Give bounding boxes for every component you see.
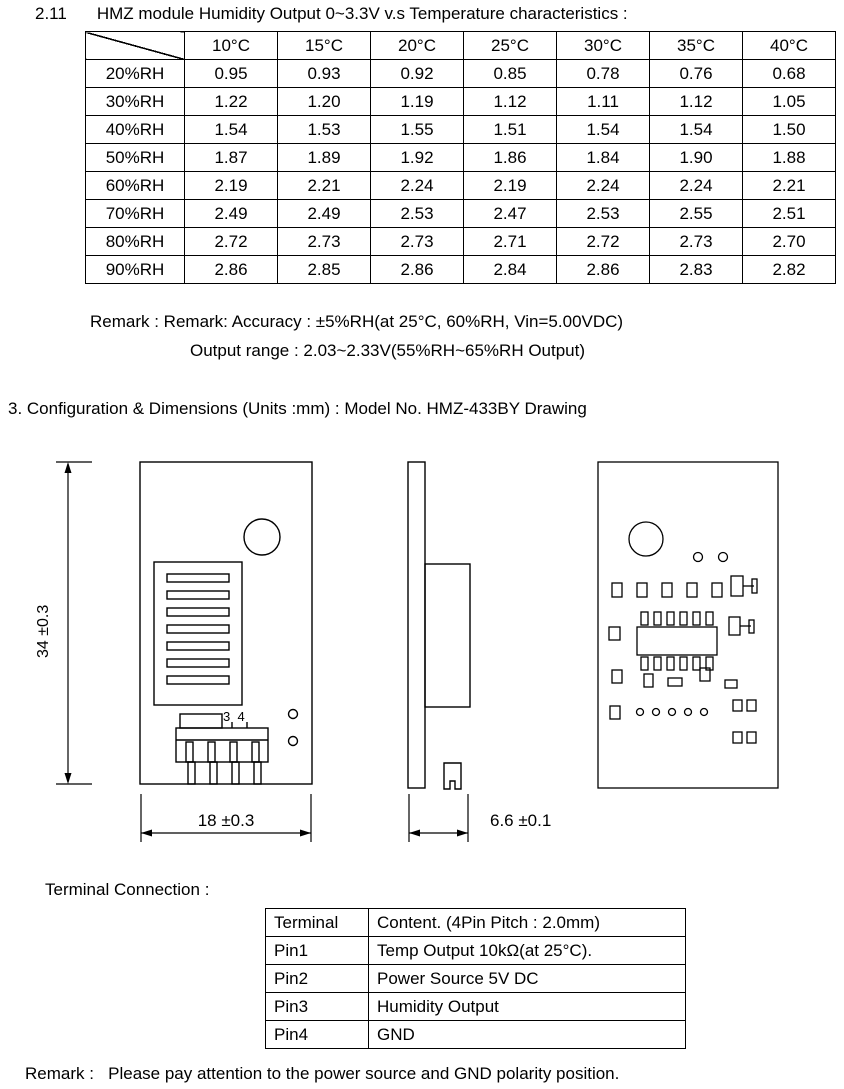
terminal-table-body — [266, 937, 686, 1049]
voltage-value-cell: 1.05 — [743, 88, 836, 116]
voltage-value-cell: 2.82 — [743, 256, 836, 284]
voltage-value-cell: 1.90 — [650, 144, 743, 172]
voltage-value-cell: 2.86 — [371, 256, 464, 284]
rh-row-header: 70%RH — [86, 200, 185, 228]
voltage-value-cell: 1.51 — [464, 116, 557, 144]
voltage-value-cell: 2.24 — [557, 172, 650, 200]
terminal-column-header: Terminal — [266, 909, 369, 937]
terminal-table-header-row — [266, 909, 686, 937]
voltage-value-cell: 1.20 — [278, 88, 371, 116]
voltage-value-cell: 2.21 — [278, 172, 371, 200]
voltage-value-cell: 1.92 — [371, 144, 464, 172]
section-number: 2.11 — [35, 4, 67, 23]
voltage-value-cell: 1.12 — [650, 88, 743, 116]
voltage-value-cell: 2.55 — [650, 200, 743, 228]
voltage-value-cell: 2.86 — [185, 256, 278, 284]
voltage-value-cell: 1.89 — [278, 144, 371, 172]
temp-column-header: 40°C — [743, 32, 836, 60]
voltage-value-cell: 1.54 — [185, 116, 278, 144]
humidity-table — [85, 31, 836, 284]
pin-content-cell: GND — [369, 1021, 686, 1049]
pin-name-cell: Pin1 — [266, 937, 369, 965]
voltage-value-cell: 0.93 — [278, 60, 371, 88]
voltage-value-cell: 1.55 — [371, 116, 464, 144]
terminal-table-row — [266, 1021, 686, 1049]
output-range-remark: Output range : 2.03~2.33V(55%RH~65%RH Output) — [190, 341, 586, 360]
voltage-value-cell: 2.53 — [557, 200, 650, 228]
temp-column-header: 30°C — [557, 32, 650, 60]
humidity-table-row — [86, 116, 836, 144]
section-heading — [35, 4, 628, 24]
voltage-value-cell: 2.51 — [743, 200, 836, 228]
diagonal-corner-cell — [86, 32, 185, 60]
voltage-value-cell: 2.47 — [464, 200, 557, 228]
voltage-value-cell: 2.24 — [650, 172, 743, 200]
voltage-value-cell: 0.92 — [371, 60, 464, 88]
pin-content-cell: Temp Output 10kΩ(at 25°C). — [369, 937, 686, 965]
temp-column-header: 35°C — [650, 32, 743, 60]
voltage-value-cell: 0.85 — [464, 60, 557, 88]
voltage-value-cell: 2.73 — [650, 228, 743, 256]
height-dimension — [35, 462, 92, 784]
depth-dimension-label: 6.6 ±0.1 — [490, 811, 552, 830]
voltage-value-cell: 2.83 — [650, 256, 743, 284]
humidity-table-row — [86, 256, 836, 284]
humidity-table-row — [86, 228, 836, 256]
terminal-table-row — [266, 937, 686, 965]
pin-name-cell: Pin3 — [266, 993, 369, 1021]
voltage-value-cell: 1.19 — [371, 88, 464, 116]
temp-column-header: 25°C — [464, 32, 557, 60]
voltage-value-cell: 1.50 — [743, 116, 836, 144]
humidity-table-row — [86, 200, 836, 228]
voltage-value-cell: 1.84 — [557, 144, 650, 172]
voltage-value-cell: 2.49 — [278, 200, 371, 228]
temp-column-header: 20°C — [371, 32, 464, 60]
voltage-value-cell: 2.49 — [185, 200, 278, 228]
terminal-table-row — [266, 993, 686, 1021]
terminal-table — [265, 908, 686, 1049]
rh-row-header: 60%RH — [86, 172, 185, 200]
rh-row-header: 40%RH — [86, 116, 185, 144]
pcb-view — [598, 462, 778, 788]
voltage-value-cell: 2.24 — [371, 172, 464, 200]
voltage-value-cell: 0.76 — [650, 60, 743, 88]
humidity-table-row — [86, 144, 836, 172]
voltage-value-cell: 2.72 — [185, 228, 278, 256]
voltage-value-cell: 1.88 — [743, 144, 836, 172]
voltage-value-cell: 1.54 — [650, 116, 743, 144]
content-column-header: Content. (4Pin Pitch : 2.0mm) — [369, 909, 686, 937]
width-dimension — [141, 794, 311, 842]
voltage-value-cell: 0.95 — [185, 60, 278, 88]
voltage-value-cell: 2.21 — [743, 172, 836, 200]
terminal-table-row — [266, 965, 686, 993]
side-view — [408, 462, 470, 789]
width-dimension-label: 18 ±0.3 — [197, 811, 255, 830]
rh-row-header: 50%RH — [86, 144, 185, 172]
section3-heading: 3. Configuration & Dimensions (Units :mm) : Model No. HMZ-433BY Drawing — [8, 399, 587, 418]
voltage-value-cell: 2.19 — [464, 172, 557, 200]
voltage-value-cell: 0.78 — [557, 60, 650, 88]
voltage-value-cell: 1.22 — [185, 88, 278, 116]
temp-column-header: 15°C — [278, 32, 371, 60]
pin-content-cell: Power Source 5V DC — [369, 965, 686, 993]
voltage-value-cell: 2.84 — [464, 256, 557, 284]
voltage-value-cell: 1.12 — [464, 88, 557, 116]
height-dimension-label: 34 ±0.3 — [35, 604, 52, 658]
terminal-connection-label: Terminal Connection : — [45, 880, 210, 899]
pin-name-cell: Pin4 — [266, 1021, 369, 1049]
voltage-value-cell: 1.11 — [557, 88, 650, 116]
pin-name-cell: Pin2 — [266, 965, 369, 993]
voltage-value-cell: 2.73 — [371, 228, 464, 256]
rh-row-header: 20%RH — [86, 60, 185, 88]
humidity-table-row — [86, 88, 836, 116]
voltage-value-cell: 2.85 — [278, 256, 371, 284]
voltage-value-cell: 2.73 — [278, 228, 371, 256]
voltage-value-cell: 1.54 — [557, 116, 650, 144]
voltage-value-cell: 1.86 — [464, 144, 557, 172]
voltage-value-cell: 1.53 — [278, 116, 371, 144]
voltage-value-cell: 2.86 — [557, 256, 650, 284]
voltage-value-cell: 2.72 — [557, 228, 650, 256]
depth-dimension — [409, 794, 551, 842]
front-view — [140, 462, 312, 784]
accuracy-remark: Remark : Remark: Accuracy : ±5%RH(at 25°C, 60%RH, Vin=5.00VDC) — [90, 312, 624, 331]
humidity-table-body — [86, 60, 836, 284]
voltage-value-cell: 2.53 — [371, 200, 464, 228]
voltage-value-cell: 2.19 — [185, 172, 278, 200]
section-title: HMZ module Humidity Output 0~3.3V v.s Temperature characteristics : — [96, 4, 628, 23]
voltage-value-cell: 2.70 — [743, 228, 836, 256]
rh-row-header: 30%RH — [86, 88, 185, 116]
rh-row-header: 90%RH — [86, 256, 185, 284]
temp-column-header: 10°C — [185, 32, 278, 60]
dimension-drawing — [0, 450, 844, 870]
humidity-table-header-row — [86, 32, 836, 60]
humidity-table-row — [86, 60, 836, 88]
connector-pin-numbers: 3 4 — [223, 709, 245, 724]
voltage-value-cell: 0.68 — [743, 60, 836, 88]
humidity-table-row — [86, 172, 836, 200]
rh-row-header: 80%RH — [86, 228, 185, 256]
pin-content-cell: Humidity Output — [369, 993, 686, 1021]
polarity-remark: Remark : Please pay attention to the power source and GND polarity position. — [25, 1064, 620, 1083]
voltage-value-cell: 1.87 — [185, 144, 278, 172]
voltage-value-cell: 2.71 — [464, 228, 557, 256]
